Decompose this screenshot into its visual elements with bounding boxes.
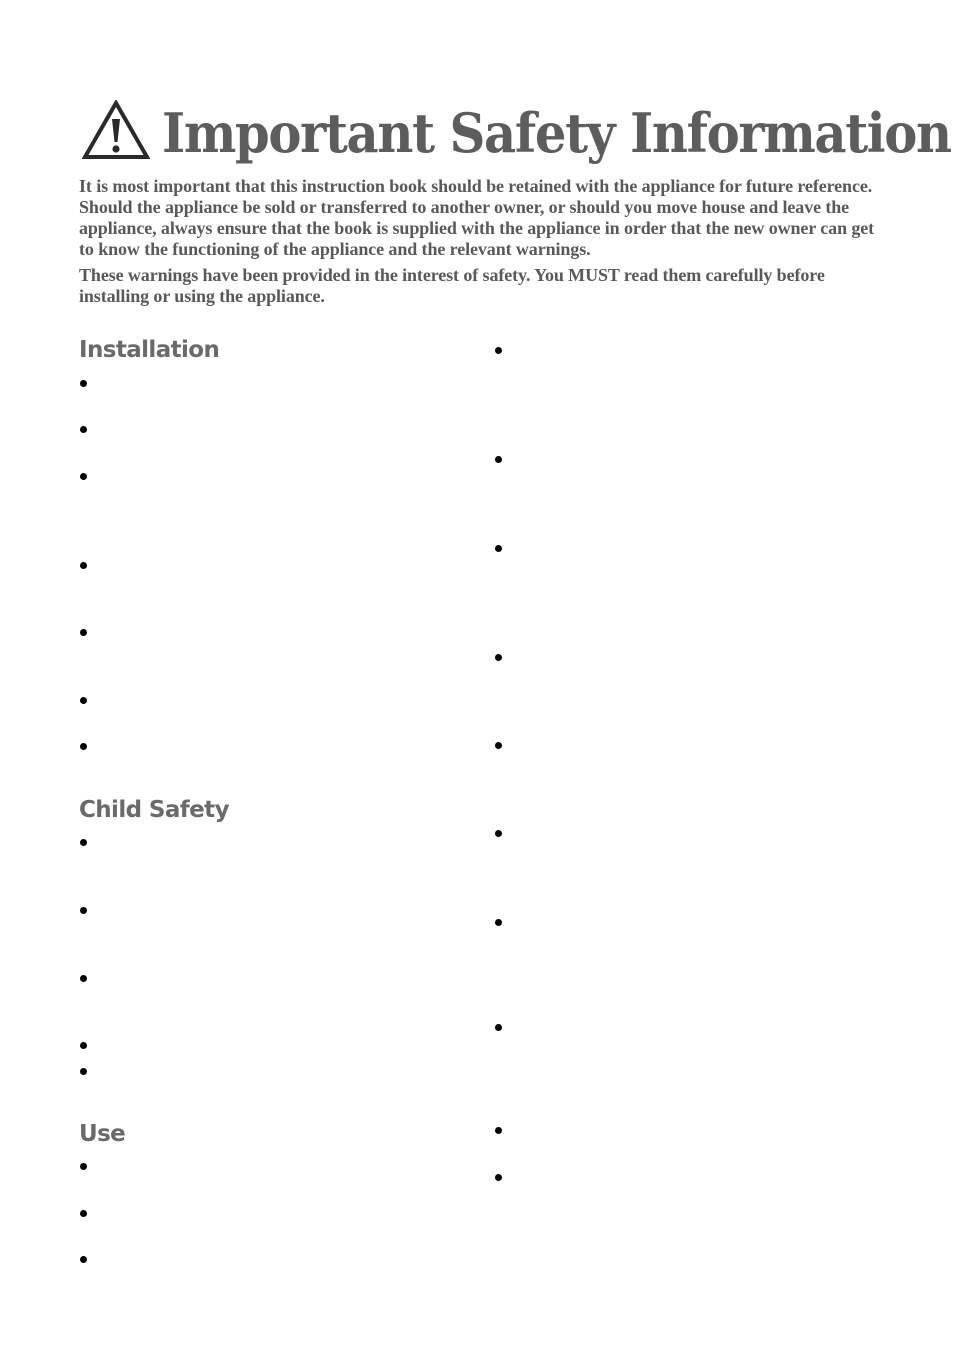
list-bullet	[495, 456, 502, 463]
list-bullet	[495, 1127, 502, 1134]
section-heading-installation: Installation	[79, 337, 220, 363]
list-bullet	[80, 1163, 87, 1170]
list-bullet	[495, 830, 502, 837]
list-bullet	[80, 426, 87, 433]
warning-triangle-icon	[82, 100, 150, 160]
list-bullet	[495, 742, 502, 749]
page-header	[80, 98, 951, 168]
intro-text	[79, 176, 879, 312]
list-bullet	[80, 975, 87, 982]
list-bullet	[80, 473, 87, 480]
list-bullet	[80, 697, 87, 704]
list-bullet	[80, 1042, 87, 1049]
list-bullet	[80, 907, 87, 914]
list-bullet	[495, 347, 502, 354]
list-bullet	[495, 545, 502, 552]
intro-paragraph-retain-book: It is most important that this instruction book should be retained with the appliance for future reference. Should the appliance be sold or transferred to another owner, or should you move house and leave the appliance, always ensure that the book is supplied with the appliance in order that the new owner can get to know the functioning of the appliance and the relevant warnings.	[79, 176, 875, 259]
list-bullet	[80, 1210, 87, 1217]
section-heading-child-safety: Child Safety	[79, 797, 229, 823]
list-bullet	[80, 380, 87, 387]
list-bullet	[80, 562, 87, 569]
list-bullet	[495, 1174, 502, 1181]
section-heading-use: Use	[79, 1121, 126, 1147]
list-bullet	[495, 919, 502, 926]
list-bullet	[80, 1256, 87, 1263]
list-bullet	[80, 839, 87, 846]
list-bullet	[80, 1068, 87, 1075]
list-bullet	[80, 743, 87, 750]
page-title: Important Safety Information	[162, 101, 951, 165]
list-bullet	[80, 629, 87, 636]
list-bullet	[495, 654, 502, 661]
list-bullet	[495, 1024, 502, 1031]
intro-paragraph-read-warnings: These warnings have been provided in the interest of safety. You MUST read them carefully before installing or using the appliance.	[79, 265, 825, 306]
